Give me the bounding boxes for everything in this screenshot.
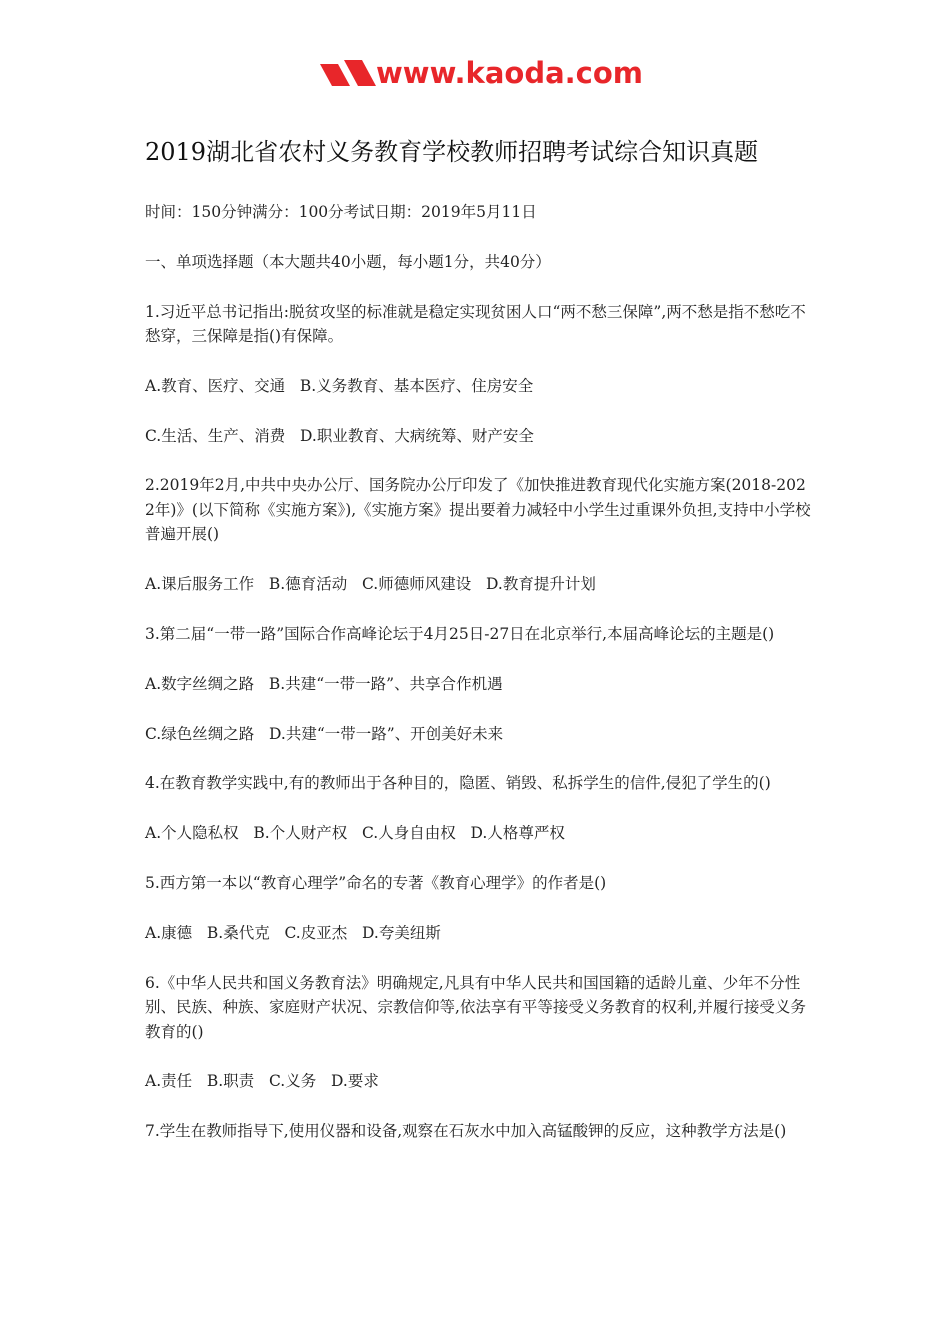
question-6-options: A.责任 B.职责 C.义务 D.要求: [145, 1072, 379, 1091]
question-2: 2.2019年2月,中共中央办公厅、国务院办公厅印发了《加快推进教育现代化实施方案(2018-2022年)》(以下简称《实施方案》),《实施方案》提出要着力减轻中小学生过重课外负担,支持中小学校普遍开展(): [145, 476, 811, 544]
question-5-options: A.康德 B.桑代克 C.皮亚杰 D.夸美纽斯: [145, 923, 441, 942]
kaoda-logo-icon: [320, 60, 378, 86]
question-3-options-ab: A.数字丝绸之路 B.共建“一带一路”、共享合作机遇: [145, 674, 503, 693]
question-2-options: A.课后服务工作 B.德育活动 C.师德师风建设 D.教育提升计划: [145, 575, 596, 594]
question-3-options-cd: C.绿色丝绸之路 D.共建“一带一路”、开创美好未来: [145, 724, 504, 743]
question-3: 3.第二届“一带一路”国际合作高峰论坛于4月25日-27日在北京举行,本届高峰论坛的主题是(): [145, 625, 775, 644]
exam-meta: 时间：150分钟满分：100分考试日期：2019年5月11日: [145, 203, 537, 221]
question-4-options: A.个人隐私权 B.个人财产权 C.人身自由权 D.人格尊严权: [145, 824, 565, 843]
question-6: 6.《中华人民共和国义务教育法》明确规定,凡具有中华人民共和国国籍的适龄儿童、少年不分性别、民族、种族、家庭财产状况、宗教信仰等,依法享有平等接受义务教育的权利,并履行接受义务教育的(): [145, 973, 806, 1041]
question-1: 1.习近平总书记指出:脱贫攻坚的标准就是稳定实现贫困人口“两不愁三保障”,两不愁是指不愁吃不愁穿，三保障是指()有保障。: [145, 302, 806, 346]
question-4: 4.在教育教学实践中,有的教师出于各种目的，隐匿、销毁、私拆学生的信件,侵犯了学生的(): [145, 774, 771, 793]
logo-text: www.kaoda.com: [376, 56, 643, 90]
question-1-options-cd: C.生活、生产、消费 D.职业教育、大病统筹、财产安全: [145, 426, 534, 445]
question-1-options-ab: A.教育、医疗、交通 B.义务教育、基本医疗、住房安全: [145, 376, 534, 395]
section-heading: 一、单项选择题（本大题共40小题，每小题1分，共40分）: [145, 252, 551, 271]
kaoda-logo[interactable]: [320, 56, 650, 96]
document-title: 2019湖北省农村义务教育学校教师招聘考试综合知识真题: [145, 138, 759, 166]
question-5: 5.西方第一本以“教育心理学”命名的专著《教育心理学》的作者是(): [145, 874, 607, 893]
document-body: [145, 200, 815, 1169]
question-7: 7.学生在教师指导下,使用仪器和设备,观察在石灰水中加入高锰酸钾的反应，这种教学方法是(): [145, 1122, 787, 1141]
